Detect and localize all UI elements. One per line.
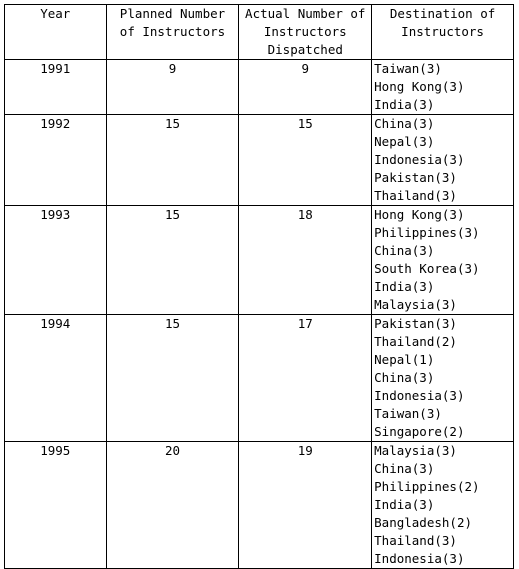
destination-cell: [372, 206, 514, 315]
destination-item: Malaysia(3): [374, 443, 457, 458]
destination-item: Malaysia(3): [374, 297, 457, 312]
destination-item: Indonesia(3): [374, 551, 465, 566]
planned-cell: 15: [106, 115, 239, 206]
planned-cell: 15: [106, 315, 239, 442]
destination-item: China(3): [374, 116, 435, 131]
year-cell: 1993: [5, 206, 107, 315]
destination-item: Hong Kong(3): [374, 79, 465, 94]
year-cell: 1991: [5, 60, 107, 115]
destination-cell: [372, 442, 514, 569]
destination-item: China(3): [374, 243, 435, 258]
header-actual: Actual Number of Instructors Dispatched: [239, 5, 372, 60]
destination-item: Thailand(3): [374, 533, 457, 548]
destination-item: Indonesia(3): [374, 152, 465, 167]
destination-item: Taiwan(3): [374, 406, 442, 421]
table-row: [5, 442, 514, 569]
table-body: [5, 60, 514, 569]
header-year: Year: [5, 5, 107, 60]
year-cell: 1995: [5, 442, 107, 569]
header-destination: Destination of Instructors: [372, 5, 514, 60]
destination-item: Singapore(2): [374, 424, 465, 439]
destination-cell: [372, 315, 514, 442]
destination-cell: [372, 60, 514, 115]
table-row: [5, 60, 514, 115]
year-cell: 1994: [5, 315, 107, 442]
destination-cell: [372, 115, 514, 206]
destination-item: India(3): [374, 279, 435, 294]
destination-item: China(3): [374, 370, 435, 385]
actual-cell: 17: [239, 315, 372, 442]
destination-item: Pakistan(3): [374, 170, 457, 185]
actual-cell: 19: [239, 442, 372, 569]
destination-item: Nepal(1): [374, 352, 435, 367]
destination-item: Bangladesh(2): [374, 515, 472, 530]
destination-item: Pakistan(3): [374, 316, 457, 331]
destination-item: South Korea(3): [374, 261, 480, 276]
destination-item: China(3): [374, 461, 435, 476]
destination-item: Thailand(2): [374, 334, 457, 349]
destination-item: Philippines(3): [374, 225, 480, 240]
destination-item: Taiwan(3): [374, 61, 442, 76]
table-row: [5, 206, 514, 315]
destination-item: Indonesia(3): [374, 388, 465, 403]
destination-item: Hong Kong(3): [374, 207, 465, 222]
destination-item: Thailand(3): [374, 188, 457, 203]
destination-item: Philippines(2): [374, 479, 480, 494]
header-planned: Planned Number of Instructors: [106, 5, 239, 60]
destination-item: India(3): [374, 97, 435, 112]
planned-cell: 20: [106, 442, 239, 569]
year-cell: 1992: [5, 115, 107, 206]
table-row: [5, 115, 514, 206]
destination-item: India(3): [374, 497, 435, 512]
table-row: [5, 315, 514, 442]
header-row: [5, 5, 514, 60]
destination-item: Nepal(3): [374, 134, 435, 149]
actual-cell: 9: [239, 60, 372, 115]
instructors-table: [4, 4, 514, 569]
planned-cell: 15: [106, 206, 239, 315]
actual-cell: 15: [239, 115, 372, 206]
planned-cell: 9: [106, 60, 239, 115]
actual-cell: 18: [239, 206, 372, 315]
